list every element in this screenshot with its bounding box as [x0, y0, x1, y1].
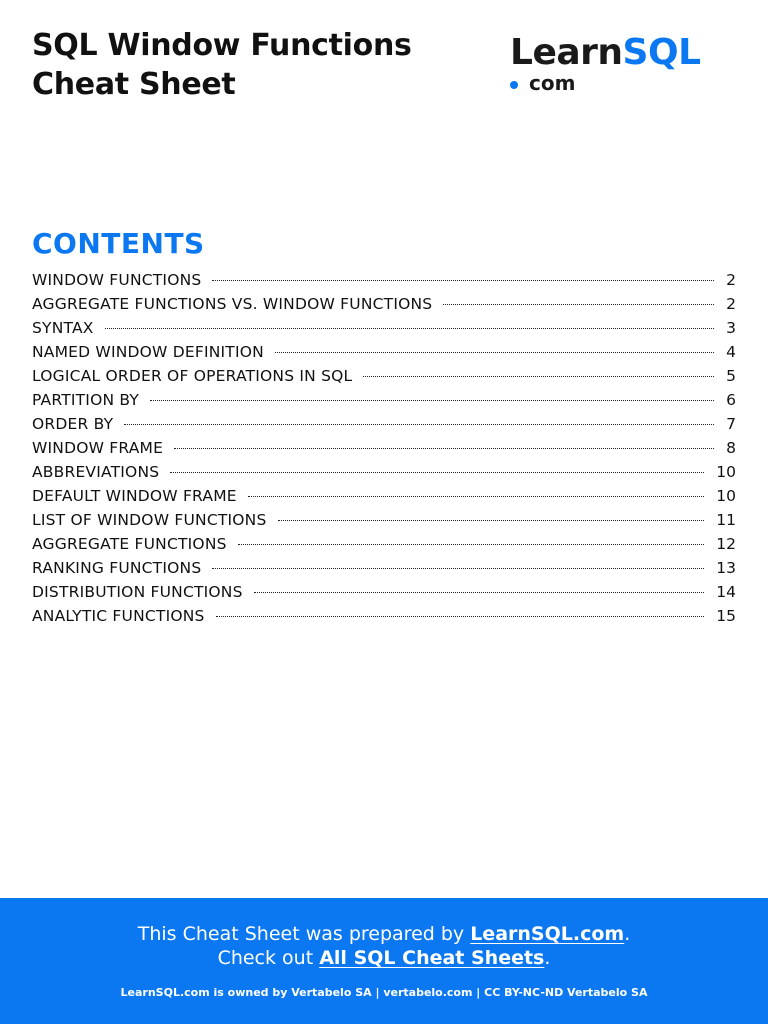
footer-banner	[0, 898, 768, 1024]
toc-entry[interactable]	[32, 604, 736, 628]
toc-dot-leader	[174, 448, 714, 449]
toc-dot-leader	[170, 472, 704, 473]
toc-entry-label: DEFAULT WINDOW FRAME	[32, 487, 237, 505]
toc-entry[interactable]	[32, 364, 736, 388]
toc-entry-label: WINDOW FUNCTIONS	[32, 271, 202, 289]
toc-entry-label: LIST OF WINDOW FUNCTIONS	[32, 511, 267, 529]
logo-wordmark	[510, 32, 701, 74]
logo-learn-text: Learn	[510, 32, 623, 73]
toc-entry-page-number: 8	[726, 439, 736, 457]
toc-entry-label: NAMED WINDOW DEFINITION	[32, 343, 264, 361]
toc-entry[interactable]	[32, 484, 736, 508]
toc-entry[interactable]	[32, 412, 736, 436]
logo-sql-text: SQL	[622, 32, 701, 73]
footer-copyright: LearnSQL.com is owned by Vertabelo SA | vertabelo.com | CC BY-NC-ND Vertabelo SA	[120, 986, 648, 999]
footer-line-2	[0, 946, 768, 970]
logo-dot-icon	[510, 81, 518, 89]
footer-line-1	[0, 922, 768, 946]
toc-entry[interactable]	[32, 532, 736, 556]
toc-entry-page-number: 6	[726, 391, 736, 409]
toc-entry[interactable]	[32, 556, 736, 580]
toc-entry-page-number: 12	[716, 535, 736, 553]
toc-entry-label: ANALYTIC FUNCTIONS	[32, 607, 205, 625]
toc-dot-leader	[212, 280, 714, 281]
toc-entry-label: AGGREGATE FUNCTIONS VS. WINDOW FUNCTIONS	[32, 295, 433, 313]
toc-entry[interactable]	[32, 508, 736, 532]
toc-entry-label: ABBREVIATIONS	[32, 463, 160, 481]
footer-line-1-suffix: .	[624, 923, 631, 945]
page-title-line-1: SQL Window Functions	[32, 28, 412, 63]
toc-entry-label: WINDOW FRAME	[32, 439, 164, 457]
toc-entry-page-number: 10	[716, 463, 736, 481]
toc-entry-label: RANKING FUNCTIONS	[32, 559, 202, 577]
toc-entry[interactable]	[32, 268, 736, 292]
toc-entry-page-number: 4	[726, 343, 736, 361]
toc-entry-label: PARTITION BY	[32, 391, 140, 409]
learnsql-link[interactable]: LearnSQL.com	[470, 923, 625, 945]
toc-entry-page-number: 11	[716, 511, 736, 529]
toc-entry-label: SYNTAX	[32, 319, 94, 337]
all-cheat-sheets-link[interactable]: All SQL Cheat Sheets	[319, 947, 545, 969]
toc-entry-page-number: 7	[726, 415, 736, 433]
toc-dot-leader	[254, 592, 705, 593]
toc-entry[interactable]	[32, 340, 736, 364]
toc-entry-label: LOGICAL ORDER OF OPERATIONS IN SQL	[32, 367, 353, 385]
toc-entry-page-number: 13	[716, 559, 736, 577]
toc-dot-leader	[150, 400, 714, 401]
toc-dot-leader	[216, 616, 705, 617]
learnsql-logo[interactable]	[510, 32, 740, 96]
toc-entry-page-number: 2	[726, 295, 736, 313]
toc-entry-label: AGGREGATE FUNCTIONS	[32, 535, 227, 553]
toc-dot-leader	[248, 496, 704, 497]
toc-dot-leader	[363, 376, 714, 377]
toc-dot-leader	[105, 328, 714, 329]
toc-entry-page-number: 14	[716, 583, 736, 601]
footer-line-2-prefix: Check out	[217, 947, 320, 969]
toc-entry[interactable]	[32, 436, 736, 460]
toc-dot-leader	[212, 568, 704, 569]
toc-dot-leader	[443, 304, 714, 305]
toc-entry-page-number: 5	[726, 367, 736, 385]
footer-line-2-suffix: .	[544, 947, 551, 969]
toc-entry[interactable]	[32, 292, 736, 316]
toc-entry[interactable]	[32, 388, 736, 412]
toc-entry[interactable]	[32, 580, 736, 604]
contents-heading: CONTENTS	[32, 227, 205, 260]
page-title	[32, 26, 412, 104]
logo-com-text: com	[529, 71, 576, 95]
toc-entry-page-number: 15	[716, 607, 736, 625]
table-of-contents	[32, 268, 736, 628]
toc-entry[interactable]	[32, 316, 736, 340]
toc-entry-page-number: 3	[726, 319, 736, 337]
toc-dot-leader	[278, 520, 705, 521]
toc-entry-page-number: 10	[716, 487, 736, 505]
toc-dot-leader	[275, 352, 714, 353]
toc-dot-leader	[238, 544, 705, 545]
toc-entry-page-number: 2	[726, 271, 736, 289]
footer-line-1-prefix: This Cheat Sheet was prepared by	[137, 923, 471, 945]
toc-dot-leader	[124, 424, 714, 425]
page-title-line-2: Cheat Sheet	[32, 67, 236, 102]
toc-entry-label: ORDER BY	[32, 415, 114, 433]
toc-entry-label: DISTRIBUTION FUNCTIONS	[32, 583, 243, 601]
toc-entry[interactable]	[32, 460, 736, 484]
